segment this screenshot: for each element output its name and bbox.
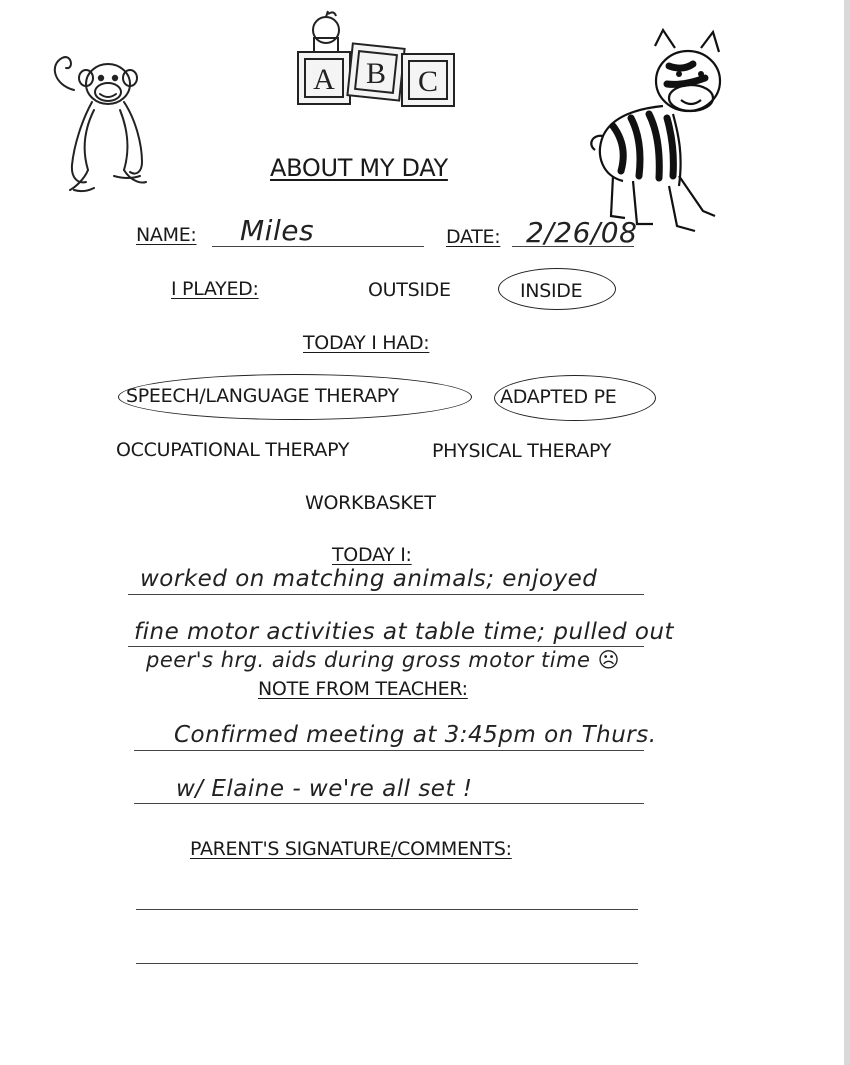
therapy-occupational: OCCUPATIONAL THERAPY	[116, 439, 350, 461]
name-line	[212, 246, 424, 247]
today-i-line-3: peer's hrg. aids during gross motor time ☹	[146, 648, 620, 672]
date-line	[512, 246, 634, 247]
today-i-label: TODAY I:	[332, 544, 412, 566]
speech-circle	[118, 374, 472, 420]
parent-comment-line-1[interactable]	[136, 909, 638, 910]
today-had-label: TODAY I HAD:	[303, 332, 430, 354]
adapted-pe-circle	[494, 375, 656, 421]
parent-signature-label: PARENT'S SIGNATURE/COMMENTS:	[190, 838, 512, 860]
played-label: I PLAYED:	[171, 278, 259, 300]
parent-comment-line-2[interactable]	[136, 963, 638, 964]
monkey-illustration	[44, 50, 154, 195]
date-value: 2/26/08	[526, 216, 638, 249]
abc-blocks-apple-illustration	[288, 10, 463, 120]
name-value: Miles	[240, 214, 315, 247]
today-i-rule-1	[128, 594, 644, 595]
block-letter-b: B	[365, 57, 387, 90]
zebra-illustration	[583, 26, 733, 241]
therapy-physical: PHYSICAL THERAPY	[432, 440, 612, 462]
teacher-note-rule-1	[134, 750, 644, 751]
today-i-rule-2	[128, 646, 644, 647]
today-i-line-2: fine motor activities at table time; pulled out	[134, 619, 675, 645]
scan-edge	[844, 0, 850, 1065]
teacher-note-line-2: w/ Elaine - we're all set !	[176, 776, 473, 802]
inside-circle	[498, 268, 616, 310]
played-option-inside: INSIDE	[520, 280, 583, 302]
therapy-adapted-pe: ADAPTED PE	[500, 386, 617, 408]
therapy-workbasket: WORKBASKET	[305, 492, 436, 514]
form-title: ABOUT MY DAY	[270, 154, 448, 182]
date-label: DATE:	[446, 226, 501, 248]
teacher-note-rule-2	[134, 803, 644, 804]
block-letter-a: A	[313, 63, 335, 96]
today-i-line-1: worked on matching animals; enjoyed	[140, 566, 598, 592]
name-label: NAME:	[136, 224, 197, 246]
teacher-note-label: NOTE FROM TEACHER:	[258, 678, 468, 700]
teacher-note-line-1: Confirmed meeting at 3:45pm on Thurs.	[174, 722, 657, 748]
block-letter-c: C	[417, 65, 439, 98]
played-option-outside: OUTSIDE	[368, 279, 451, 301]
therapy-speech-language: SPEECH/LANGUAGE THERAPY	[126, 385, 399, 407]
